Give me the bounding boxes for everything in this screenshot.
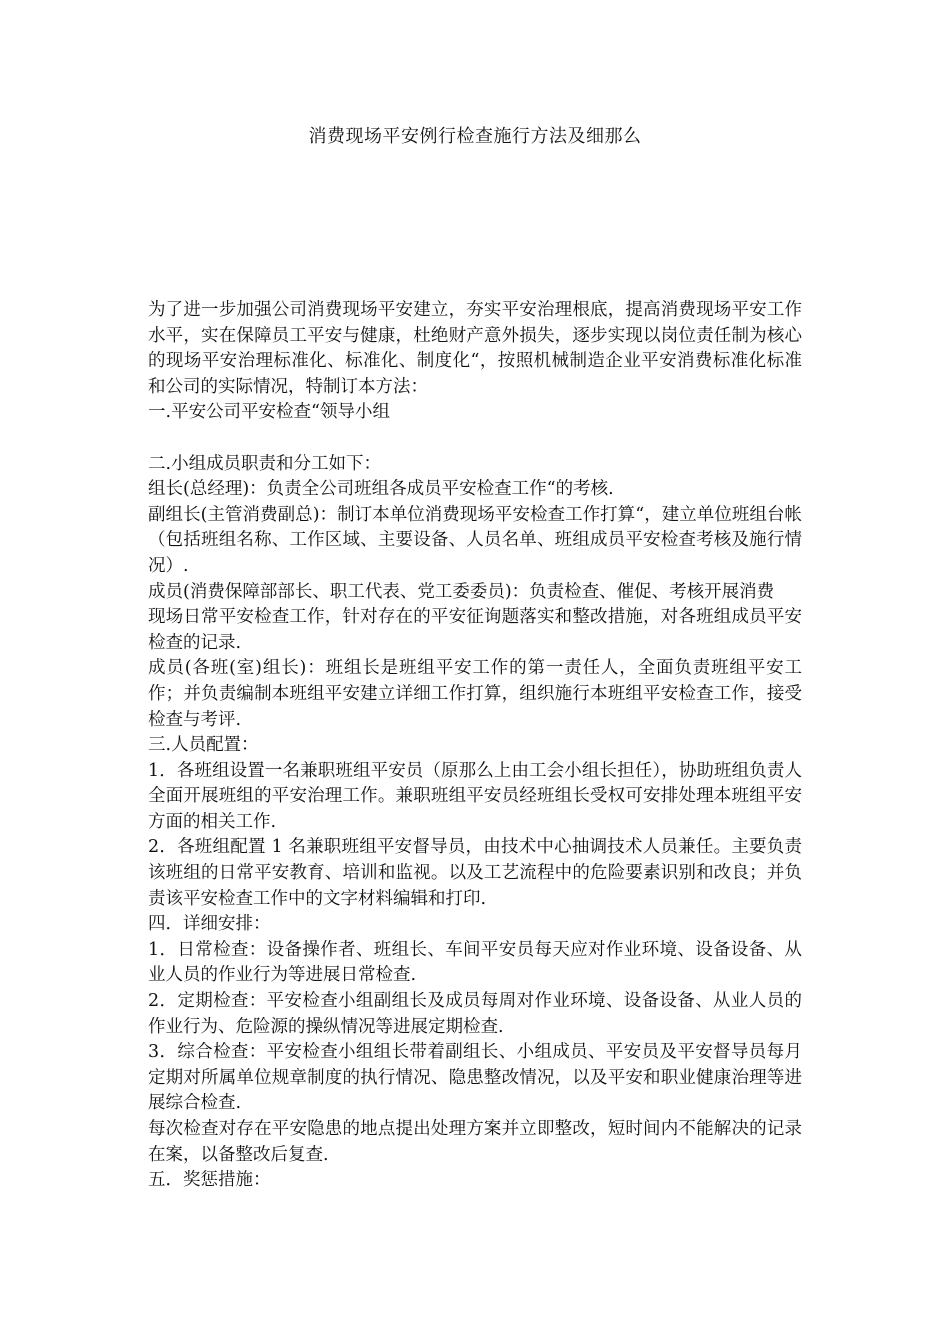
section-heading-2: 二.小组成员职责和分工如下： (148, 453, 382, 474)
intro-paragraph: 为了进一步加强公司消费现场平安建立，夯实平安治理根底，提高消费现场平安工作水平，实在保障员工平安与健康，杜绝财产意外损失，逐步实现以岗位责任制为核心的现场平安治理标准化、标准化、制度化“，按照机械制造企业平安消费标准化标准和公司的实际情况，特制订本方法： (148, 300, 802, 397)
role-team-leader-paragraph: 成员(各班(室)组长)：班组长是班组平安工作的第一责任人，全面负责班组平安工作；并负责编制本班组平安建立详细工作打算，组织施行本班组平安检查工作，接受检查与考评. (148, 658, 802, 730)
arrangement-item-1: 1．日常检查：设备操作者、班组长、车间平安员每天应对作业环境、设备设备、从业人员的作业行为等进展日常检查. (148, 939, 802, 986)
section-heading-1: 一.平安公司平安检查“领导小组 (148, 402, 391, 423)
section-heading-4: 四．详细安排： (148, 914, 271, 935)
document-body (148, 298, 802, 1194)
role-deputy-leader-paragraph: 副组长(主管消费副总)：制订本单位消费现场平安检查工作打算“，建立单位班组台帐（包括班组名称、工作区域、主要设备、人员名单、班组成员平安检查考核及施行情况）. (148, 504, 802, 576)
arrangement-item-3: 3．综合检查：平安检查小组组长带着副组长、小组成员、平安员及平安督导员每月定期对所属单位规章制度的执行情况、隐患整改情况，以及平安和职业健康治理等进展综合检查. (148, 1042, 802, 1114)
blank-line (148, 426, 802, 452)
role-member-continued-paragraph: 现场日常平安检查工作，针对存在的平安征询题落实和整改措施，对各班组成员平安检查的记录. (148, 607, 802, 653)
role-member-paragraph: 成员(消费保障部部长、职工代表、党工委委员)：负责检查、催促、考核开展消费 (148, 581, 775, 602)
document-title: 消费现场平安例行检查施行方法及细那么 (308, 126, 642, 147)
arrangement-item-2: 2．定期检查：平安检查小组副组长及成员每周对作业环境、设备设备、从业人员的作业行为、危险源的操纵情况等进展定期检查. (148, 991, 802, 1037)
staffing-item-1: 1．各班组设置一名兼职班组平安员（原那么上由工会小组长担任），协助班组负责人全面开展班组的平安治理工作。兼职班组平安员经班组长受权可安排处理本班组平安方面的相关工作. (148, 760, 802, 832)
inspection-followup-paragraph: 每次检查对存在平安隐患的地点提出处理方案并立即整改，短时间内不能解决的记录在案，以备整改后复查. (148, 1119, 802, 1165)
role-leader-paragraph: 组长(总经理)：负责全公司班组各成员平安检查工作“的考核. (148, 479, 614, 500)
section-heading-3: 三.人员配置： (148, 735, 259, 756)
section-heading-5: 五．奖惩措施： (148, 1170, 271, 1191)
staffing-item-2: 2．各班组配置 1 名兼职班组平安督导员，由技术中心抽调技术人员兼任。主要负责该班组的日常平安教育、培训和监视。以及工艺流程中的危险要素识别和改良；并负责该平安检查工作中的文字材料编辑和打印. (148, 837, 802, 909)
